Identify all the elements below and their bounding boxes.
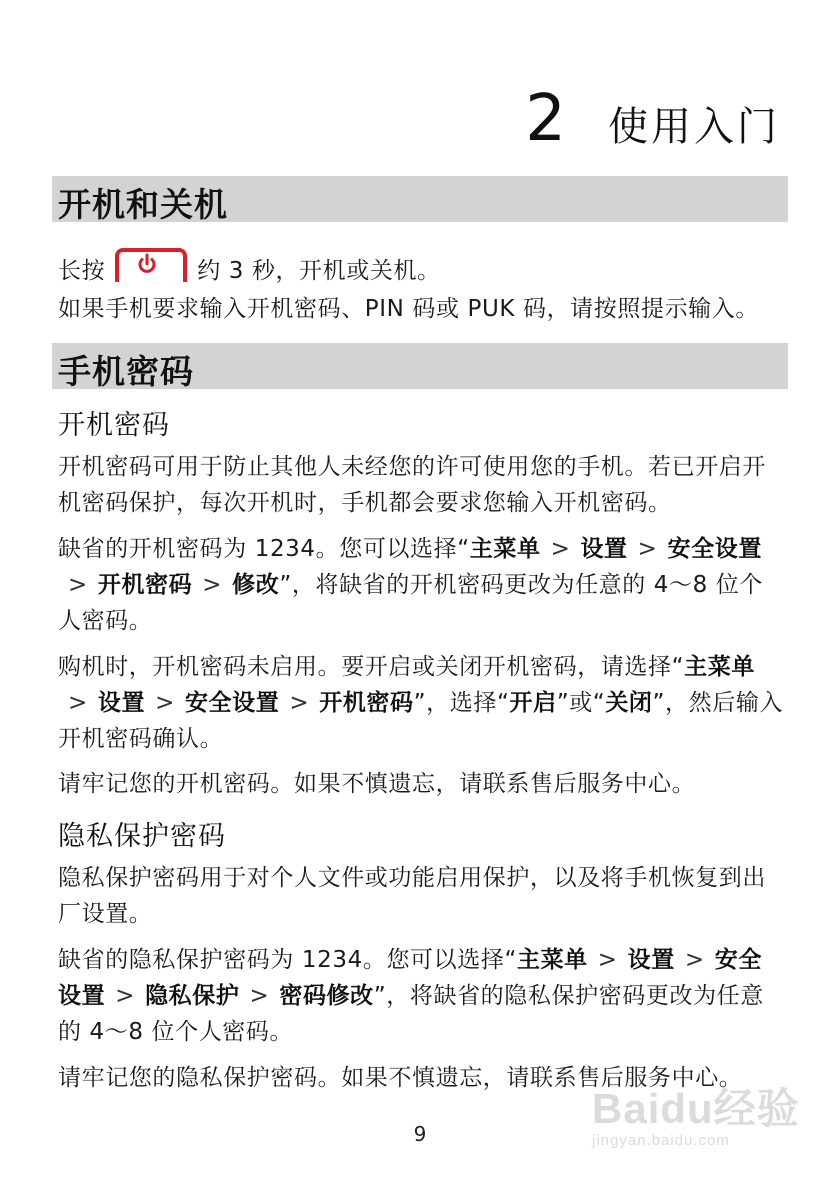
text: ”，将缺省的开机密码更改为任意的 4～8 位个人密码。: [58, 572, 763, 634]
section-title: 手机密码: [58, 352, 194, 391]
path-separator: >: [637, 536, 658, 562]
paragraph-default-power-on-password: [58, 531, 784, 639]
menu-path-security-settings: 安全设置: [667, 536, 762, 562]
text: 缺省的开机密码为 1234。您可以选择“: [58, 536, 470, 562]
chapter-heading: [525, 82, 780, 156]
text: ”，将缺省的隐私保护密码更改为任意的 4～8 位个人密码。: [58, 983, 764, 1045]
paragraph-default-privacy-password: [58, 942, 784, 1050]
subheading-power-on-password: 开机密码: [58, 410, 170, 441]
menu-path-power-on-password: 开机密码: [319, 690, 414, 716]
baidu-watermark: [592, 1076, 802, 1156]
option-enable: 开启: [509, 690, 557, 716]
menu-path-change-password: 密码修改: [279, 983, 374, 1009]
paragraph-enable-power-on-password: [58, 649, 784, 757]
watermark-logo: Baidu经验: [592, 1085, 800, 1132]
menu-path-settings: 设置: [627, 947, 675, 973]
section-title: 开机和关机: [58, 185, 228, 224]
section-heading-passwords: [52, 343, 788, 389]
text: 缺省的隐私保护密码为 1234。您可以选择“: [58, 947, 517, 973]
paragraph-privacy-password-intro: 隐私保护密码用于对个人文件或功能启用保护，以及将手机恢复到出厂设置。: [58, 865, 766, 927]
chapter-title: 使用入门: [608, 104, 780, 150]
power-icon: [115, 248, 183, 286]
text: ”，选择“: [413, 690, 510, 716]
chapter-number: 2: [525, 82, 566, 156]
menu-path-security-settings: 安全设置: [58, 947, 762, 1009]
section-heading-power: [52, 176, 788, 222]
paragraph-remember-power-on-password: 请牢记您的开机密码。如果不慎遗忘，请联系售后服务中心。: [58, 771, 696, 797]
menu-path-power-on-password: 开机密码: [97, 572, 193, 598]
text: 约 3 秒，开机或关机。: [197, 258, 441, 284]
paragraph-power-press: [58, 248, 784, 289]
page-number: 9: [413, 1122, 427, 1146]
menu-path-security-settings: 安全设置: [184, 690, 280, 716]
text: 购机时，开机密码未启用。要开启或关闭开机密码，请选择“: [58, 654, 685, 680]
path-separator: >: [68, 690, 88, 716]
menu-path-main-menu: 主菜单: [516, 947, 588, 973]
path-separator: >: [550, 536, 571, 562]
paragraph-power-on-password-intro: 开机密码可用于防止其他人未经您的许可使用您的手机。若已开启开机密码保护，每次开机时，手机都会要求您输入开机密码。: [58, 454, 766, 516]
menu-path-modify: 修改: [232, 572, 280, 598]
text: 长按: [58, 258, 106, 284]
path-separator: >: [202, 572, 223, 598]
text: ”或“: [556, 690, 606, 716]
menu-path-privacy-protection: 隐私保护: [145, 983, 240, 1009]
path-separator: >: [115, 983, 136, 1009]
menu-path-main-menu: 主菜单: [469, 536, 541, 562]
paragraph-password-prompt: 如果手机要求输入开机密码、PIN 码或 PUK 码，请按照提示输入。: [58, 296, 759, 322]
paragraph-remember-privacy-password: 请牢记您的隐私保护密码。如果不慎遗忘，请联系售后服务中心。: [58, 1065, 743, 1091]
menu-path-settings: 设置: [97, 690, 146, 716]
text: ”，然后输入开机密码确认。: [58, 690, 784, 752]
menu-path-main-menu: 主菜单: [684, 654, 755, 680]
subheading-privacy-password: 隐私保护密码: [58, 821, 226, 852]
option-disable: 关闭: [605, 690, 653, 716]
path-separator: >: [684, 947, 705, 973]
watermark-url: jingyan.baidu.com: [592, 1132, 730, 1149]
path-separator: >: [249, 983, 270, 1009]
path-separator: >: [68, 572, 88, 598]
path-separator: >: [155, 690, 175, 716]
menu-path-settings: 设置: [580, 536, 628, 562]
path-separator: >: [597, 947, 618, 973]
path-separator: >: [289, 690, 310, 716]
